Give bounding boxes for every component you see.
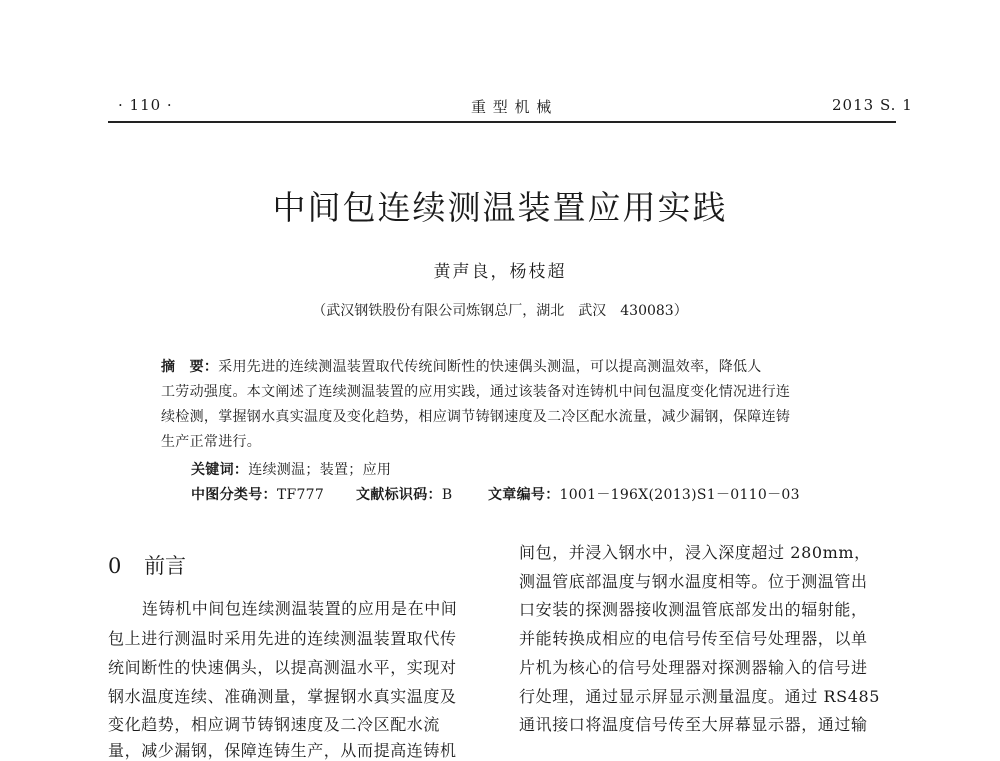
authors: 黄声良，杨枝超: [433, 262, 567, 282]
clc-value: TF777: [276, 487, 325, 503]
page-number: · 110 ·: [118, 96, 173, 114]
doc-code-value: B: [441, 487, 453, 503]
left-line-1: 连铸机中间包连续测温装置的应用是在中间: [142, 599, 458, 618]
abstract-line-3: 续检测，掌握钢水真实温度及变化趋势，相应调节铸钢速度及二冷区配水流量，减少漏钢，保障连铸: [161, 409, 791, 425]
section-heading: [108, 550, 186, 580]
header-rule: [108, 121, 896, 123]
left-line-5: 变化趋势，相应调节铸钢速度及二冷区配水流: [108, 715, 441, 734]
left-line-6: 量，减少漏钢，保障连铸生产，从而提高连铸机: [108, 741, 457, 760]
affiliation: （武汉钢铁股份有限公司炼钢总厂，湖北 武汉 430083）: [312, 303, 688, 319]
right-line-4: 并能转换成相应的电信号传至信号处理器，以单: [519, 629, 868, 648]
keywords-label: 关键词：: [191, 462, 249, 478]
left-line-2: 包上进行测温时采用先进的连续测温装置取代传: [108, 629, 457, 648]
right-line-6: 行处理，通过显示屏显示测量温度。通过 RS485: [519, 687, 881, 706]
article-title: 中间包连续测温装置应用实践: [272, 188, 728, 227]
abstract-line-4: 生产正常进行。: [161, 434, 262, 450]
journal-name: 重 型 机 械: [471, 98, 553, 116]
section-number: 0: [108, 554, 122, 578]
left-line-4: 钢水温度连续、准确测量，掌握钢水真实温度及: [108, 687, 457, 706]
left-line-3: 统间断性的快速偶头，以提高测温水平，实现对: [108, 658, 457, 677]
doc-code-item: [356, 484, 452, 504]
abstract-line-2: 工劳动强度。本文阐述了连续测温装置的应用实践，通过该装备对连铸机中间包温度变化情况进行连: [161, 384, 791, 400]
article-no-item: [488, 484, 800, 504]
section-title: 前言: [144, 554, 187, 578]
abstract-label: 摘 要：: [161, 359, 219, 375]
issue-label: 2013 S. 1: [832, 96, 913, 114]
abstract-line-1: 摘 要：采用先进的连续测温装置取代传统间断性的快速偶头测温，可以提高测温效率，降低人: [161, 359, 762, 375]
doc-code-label: 文献标识码：: [356, 487, 442, 503]
clc-item: [191, 484, 324, 504]
right-line-3: 口安装的探测器接收测温管底部发出的辐射能，: [519, 600, 868, 619]
right-line-1: 间包，并浸入钢水中，浸入深度超过 280mm，: [519, 543, 871, 562]
right-line-5: 片机为核心的信号处理器对探测器输入的信号进: [519, 658, 868, 677]
keywords-line: [191, 459, 391, 479]
clc-label: 中图分类号：: [191, 487, 277, 503]
article-no-value: 1001－196X(2013)S1－0110－03: [559, 487, 800, 503]
article-no-label: 文章编号：: [488, 487, 560, 503]
keywords: 连续测温；装置；应用: [248, 462, 392, 478]
right-line-7: 通讯接口将温度信号传至大屏幕显示器，通过输: [519, 715, 868, 734]
right-line-2: 测温管底部温度与钢水温度相等。位于测温管出: [519, 572, 868, 591]
